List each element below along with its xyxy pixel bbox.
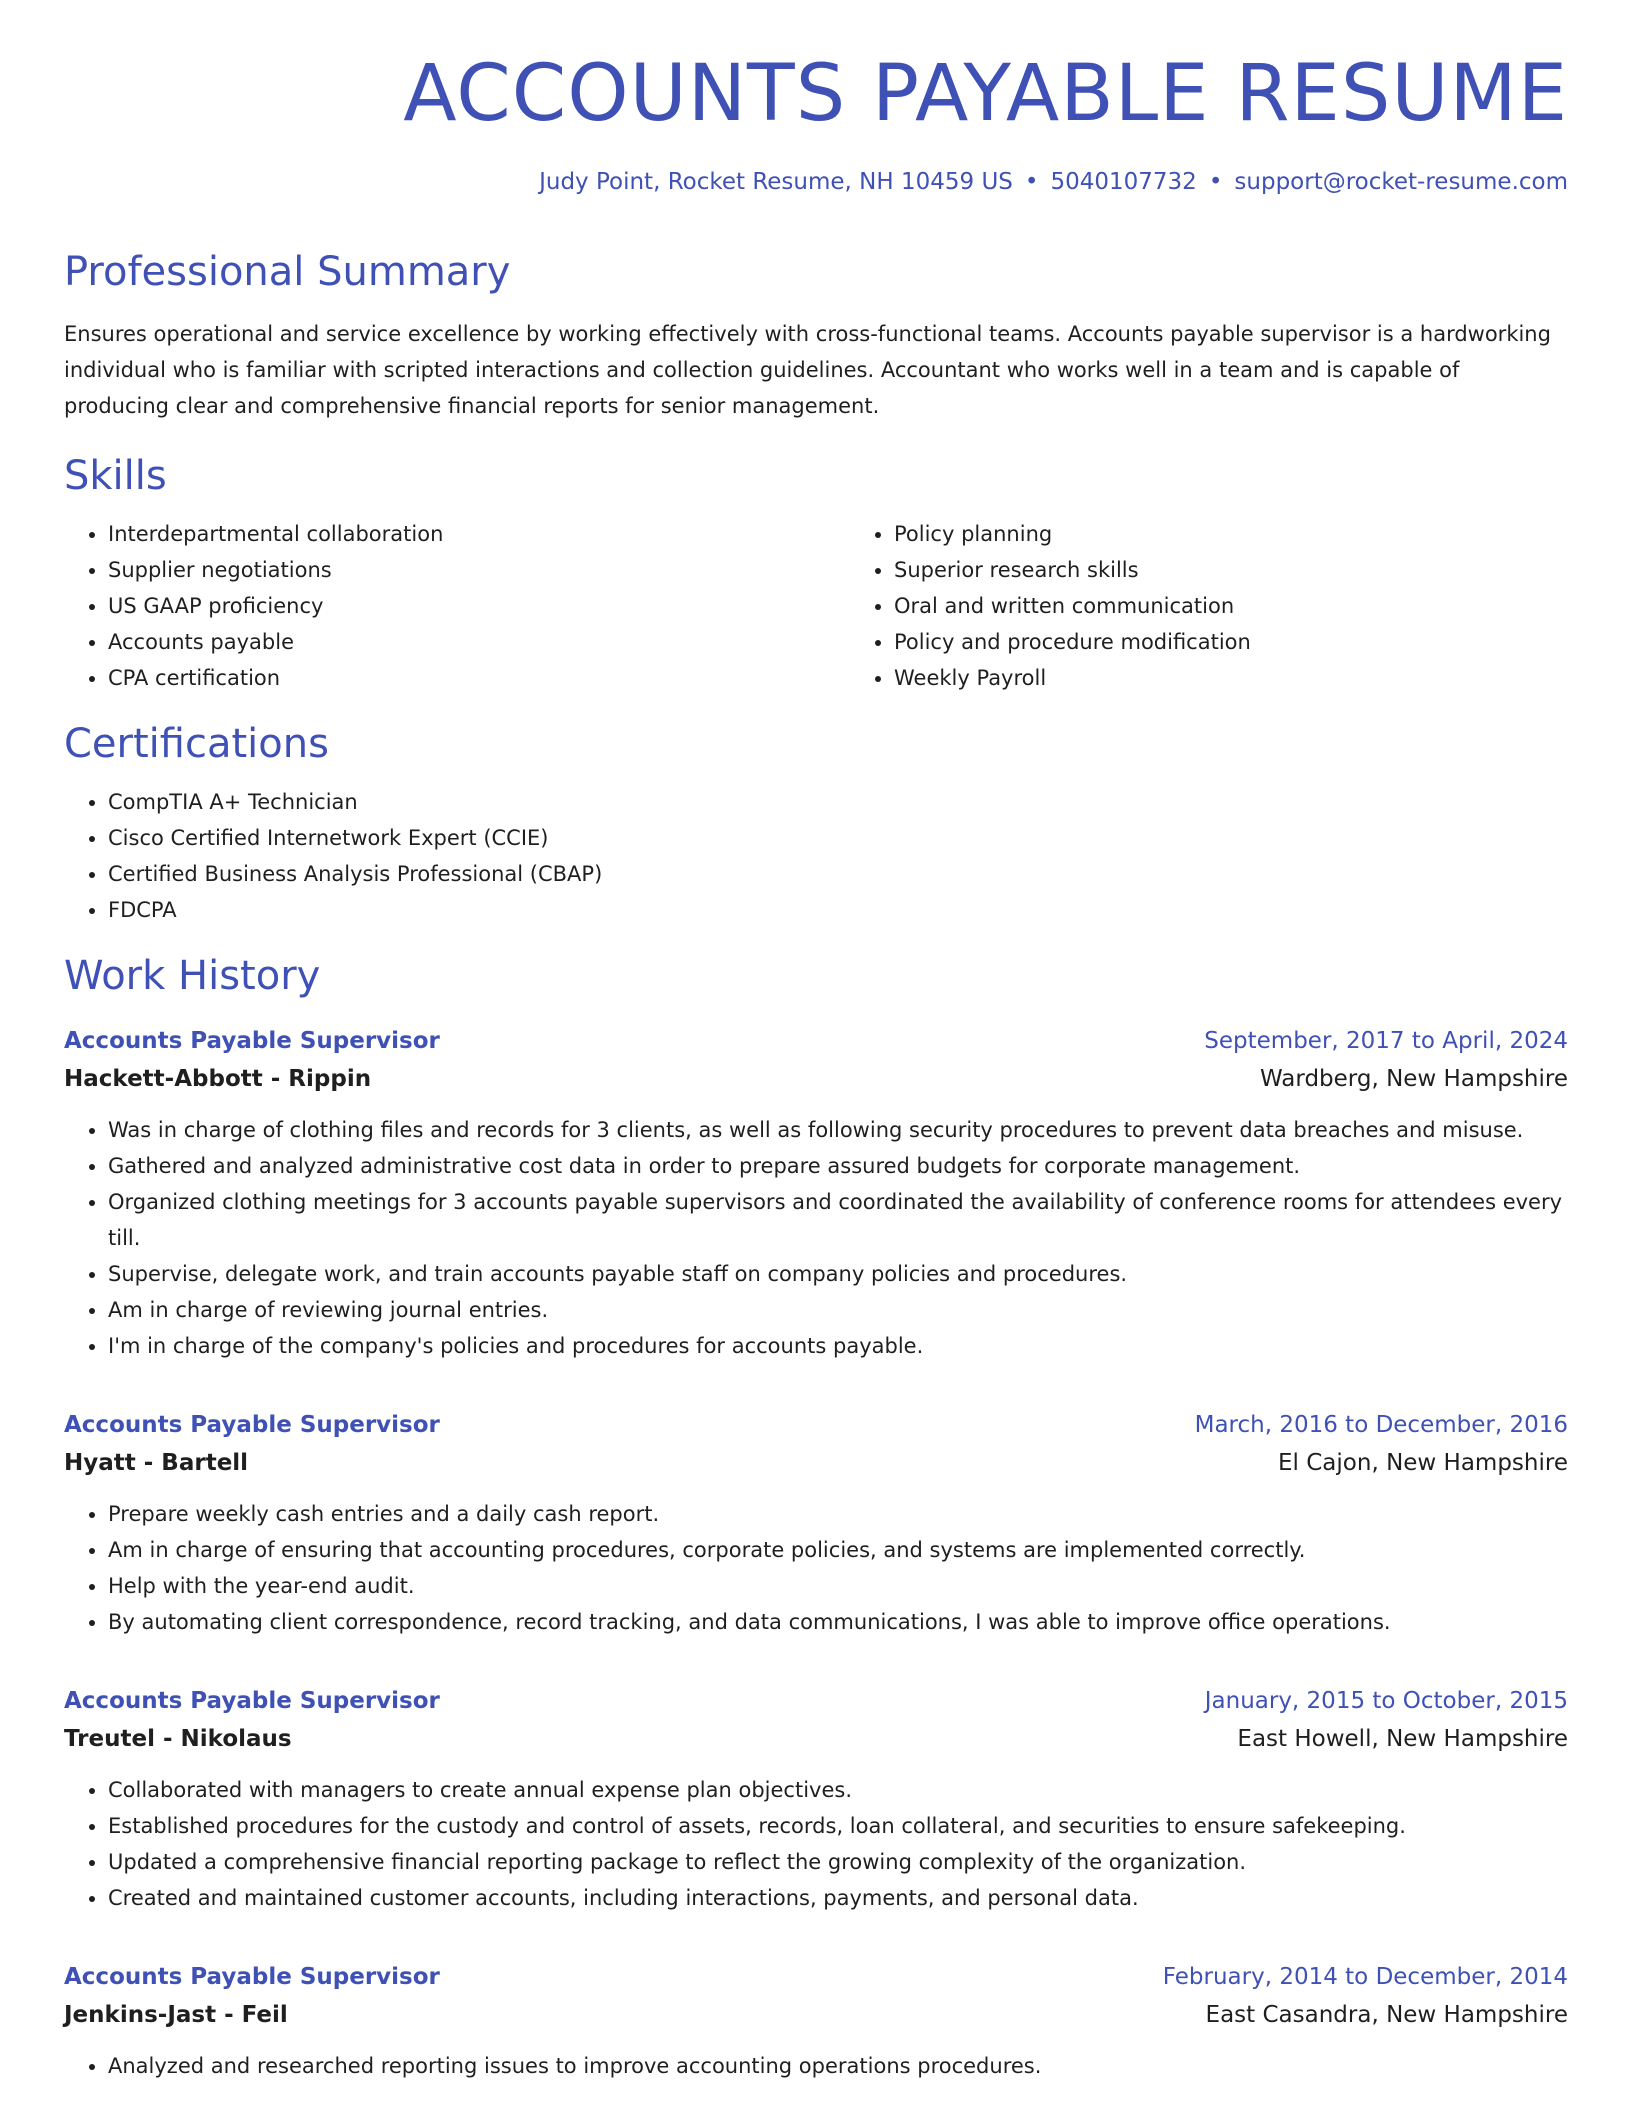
skills-heading: Skills [64, 452, 167, 499]
job-title-row [64, 1682, 1568, 1720]
job-entry [64, 1958, 1568, 2084]
job-entry [64, 1406, 1568, 1640]
job-dates: February, 2014 to December, 2014 [1162, 1963, 1568, 1990]
skill-item: • Policy planning [894, 516, 1568, 552]
job-company: Hyatt - Bartell [64, 1449, 249, 1476]
resume-title: ACCOUNTS PAYABLE RESUME [403, 49, 1568, 139]
skill-item: • Accounts payable [108, 624, 850, 660]
job-title-row [64, 1022, 1568, 1060]
resume-header [64, 49, 1568, 198]
contact-address: Judy Point, Rocket Resume, NH 10459 US [539, 168, 1013, 195]
contact-phone: 5040107732 [1050, 168, 1197, 195]
job-bullet: • Help with the year-end audit. [108, 1568, 1568, 1604]
job-company-row [64, 1060, 1568, 1098]
job-bullet: • Prepare weekly cash entries and a daily cash report. [108, 1496, 1568, 1532]
job-company-row [64, 1444, 1568, 1482]
skill-item: • Superior research skills [894, 552, 1568, 588]
contact-separator: • [1208, 168, 1223, 195]
job-dates: January, 2015 to October, 2015 [1204, 1687, 1568, 1714]
job-bullet: • Am in charge of ensuring that accounting procedures, corporate policies, and systems are implemented correctly. [108, 1532, 1568, 1568]
skill-item: • Interdepartmental collaboration [108, 516, 850, 552]
certifications-heading: Certifications [64, 720, 329, 767]
skills-list-left [64, 516, 850, 696]
job-bullet: • Gathered and analyzed administrative cost data in order to prepare assured budgets for corporate management. [108, 1148, 1568, 1184]
job-bullet: • Updated a comprehensive financial reporting package to reflect the growing complexity of the organization. [108, 1844, 1568, 1880]
work-history-heading: Work History [64, 952, 321, 999]
job-title: Accounts Payable Supervisor [64, 1027, 440, 1054]
job-bullets [64, 1496, 1568, 1640]
skill-item: • US GAAP proficiency [108, 588, 850, 624]
job-bullets [64, 1772, 1568, 1916]
contact-separator: • [1024, 168, 1039, 195]
job-bullet: • Analyzed and researched reporting issues to improve accounting operations procedures. [108, 2048, 1568, 2084]
job-bullets [64, 1112, 1568, 1364]
certification-item: • Cisco Certified Internetwork Expert (CCIE) [108, 820, 1568, 856]
skill-item: • Supplier negotiations [108, 552, 850, 588]
job-company: Jenkins-Jast - Feil [64, 2001, 288, 2028]
job-bullet: • Collaborated with managers to create annual expense plan objectives. [108, 1772, 1568, 1808]
job-dates: September, 2017 to April, 2024 [1204, 1027, 1568, 1054]
job-company: Treutel - Nikolaus [64, 1725, 292, 1752]
skills-list-right [850, 516, 1568, 696]
job-location: East Casandra, New Hampshire [1205, 2001, 1568, 2028]
contact-line [64, 168, 1568, 198]
job-location: East Howell, New Hampshire [1237, 1725, 1568, 1752]
skills-grid [64, 500, 1568, 696]
job-bullet: • Supervise, delegate work, and train accounts payable staff on company policies and procedures. [108, 1256, 1568, 1292]
job-bullet: • Organized clothing meetings for 3 accounts payable supervisors and coordinated the availability of conference rooms for attendees every till. [108, 1184, 1568, 1256]
job-bullet: • Created and maintained customer accounts, including interactions, payments, and personal data. [108, 1880, 1568, 1916]
job-title-row [64, 1406, 1568, 1444]
job-title-row [64, 1958, 1568, 1996]
certification-item: • CompTIA A+ Technician [108, 784, 1568, 820]
skill-item: • Policy and procedure modification [894, 624, 1568, 660]
job-bullet: • Was in charge of clothing files and records for 3 clients, as well as following security procedures to prevent data breaches and misuse. [108, 1112, 1568, 1148]
job-location: Wardberg, New Hampshire [1260, 1065, 1568, 1092]
job-company: Hackett-Abbott - Rippin [64, 1065, 372, 1092]
job-entry [64, 1022, 1568, 1364]
job-title: Accounts Payable Supervisor [64, 1687, 440, 1714]
job-bullet: • Established procedures for the custody and control of assets, records, loan collateral, and securities to ensure safekeeping. [108, 1808, 1568, 1844]
job-dates: March, 2016 to December, 2016 [1194, 1411, 1568, 1438]
summary-heading: Professional Summary [64, 248, 511, 295]
job-company-row [64, 1720, 1568, 1758]
summary-text: Ensures operational and service excellence by working effectively with cross-functional teams. Accounts payable supervisor is a hardworking individual who is familiar with scripted interactions and collection guidelines. Accountant who works well in a team and is capable of producing clear and comprehensive financial reports for senior management. [64, 321, 1551, 418]
job-bullet: • Am in charge of reviewing journal entries. [108, 1292, 1568, 1328]
certification-item: • Certified Business Analysis Professional (CBAP) [108, 856, 1568, 892]
job-location: El Cajon, New Hampshire [1278, 1449, 1568, 1476]
contact-email[interactable]: support@rocket-resume.com [1234, 168, 1568, 195]
skill-item: • Oral and written communication [894, 588, 1568, 624]
job-bullets [64, 2048, 1568, 2084]
job-company-row [64, 1996, 1568, 2034]
job-bullet: • I'm in charge of the company's policies and procedures for accounts payable. [108, 1328, 1568, 1364]
skill-item: • Weekly Payroll [894, 660, 1568, 696]
job-entry [64, 1682, 1568, 1916]
certifications-list [64, 784, 1568, 928]
job-bullet: • By automating client correspondence, record tracking, and data communications, I was able to improve office operations. [108, 1604, 1568, 1640]
certification-item: • FDCPA [108, 892, 1568, 928]
skill-item: • CPA certification [108, 660, 850, 696]
job-title: Accounts Payable Supervisor [64, 1963, 440, 1990]
job-title: Accounts Payable Supervisor [64, 1411, 440, 1438]
